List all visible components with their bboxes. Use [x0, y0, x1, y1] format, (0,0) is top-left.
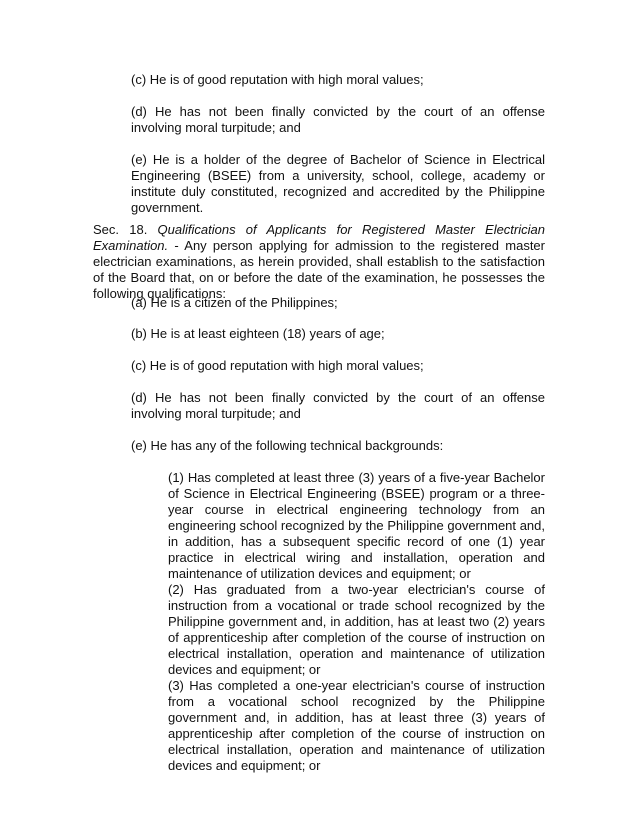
section-number: Sec. 18. — [93, 222, 148, 237]
background-2: (2) Has graduated from a two-year electrician's course of instruction from a vocational or trade school recognized by the Philippine government and, in addition, has at least two (2) years of apprenticeship after completion of the course of instruction on electrical installation, operation and maintenance of utilization devices and equipment; or — [168, 582, 545, 677]
item-c-reputation: (c) He is of good reputation with high moral values; — [131, 72, 424, 87]
background-3: (3) Has completed a one-year electrician's course of instruction from a vocational school recognized by the Philippine government and, in addition, has at least three (3) years of apprenticeship after completion of the course of instruction on electrical installation, operation and maintenance of utilization devices and equipment; or — [168, 678, 545, 773]
background-1: (1) Has completed at least three (3) years of a five-year Bachelor of Science in Electrical Engineering (BSEE) program or a three-year course in electrical engineering technology from an engineering school recognized by the Philippine government and, in addition, has a subsequent specific record of one (1) year practice in electrical wiring and installation, operation and maintenance of utilization devices and equipment; or — [168, 470, 545, 581]
section-body: - Any person applying for admission to the registered master electrician examinations, as herein provided, shall establish to the satisfaction of the Board that, on or before the date of the examination, he possesses the following qualifications: — [93, 238, 545, 301]
section-title: Qualifications of Applicants for Registered Master Electrician Examination. — [93, 222, 545, 253]
section-18-paragraph — [93, 222, 545, 302]
item-d-convicted: (d) He has not been finally convicted by the court of an offense involving moral turpitude; and — [131, 104, 545, 135]
item-e-bsee-holder: (e) He is a holder of the degree of Bachelor of Science in Electrical Engineering (BSEE) from a university, school, college, academy or institute duly constituted, recognized and accredited by the Philippine government. — [131, 152, 545, 215]
qualification-c: (c) He is of good reputation with high moral values; — [131, 358, 424, 373]
qualification-a: (a) He is a citizen of the Philippines; — [131, 295, 338, 310]
qualification-e: (e) He has any of the following technical backgrounds: — [131, 438, 444, 453]
qualification-b: (b) He is at least eighteen (18) years of age; — [131, 326, 385, 341]
qualification-d: (d) He has not been finally convicted by the court of an offense involving moral turpitude; and — [131, 390, 545, 421]
